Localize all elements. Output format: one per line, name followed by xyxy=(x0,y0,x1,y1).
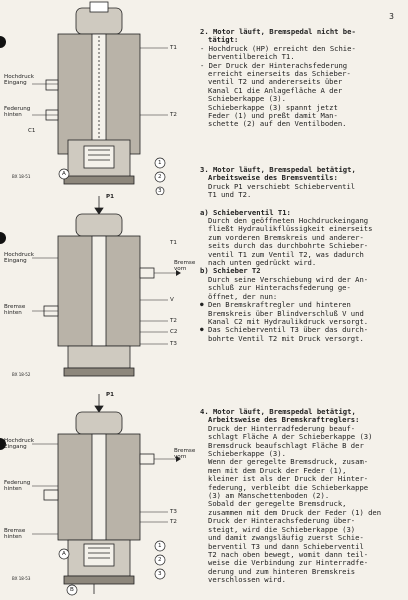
section-2-line: - Hochdruck (HP) erreicht den Schie- xyxy=(200,43,356,53)
section-4-line: Druck der Hinterradfederung beauf- xyxy=(208,423,356,433)
bullet-line: bohrte Ventil T2 mit Druck versorgt. xyxy=(208,333,364,343)
label-bremse-vorn: Bremse vorn xyxy=(174,448,196,460)
section-3a-line: seits durch das durchbohrte Schieber- xyxy=(208,241,369,251)
section-4-line: derung und zum hinteren Bremskreis xyxy=(208,566,356,576)
section-4-heading: 4. Motor läuft, Bremspedal betätigt, xyxy=(200,407,356,416)
page-number: 3 xyxy=(389,12,394,21)
section-3a-line: Durch den geöffneten Hochdruckeingang xyxy=(208,216,369,226)
label-v: V xyxy=(170,297,174,303)
label-1: 1 xyxy=(158,543,162,549)
section-4-line: (3) am Manschettenboden (2). xyxy=(208,491,330,501)
label-b: B xyxy=(70,587,74,593)
label-2: 2 xyxy=(158,174,162,180)
label-3: 3 xyxy=(158,571,162,577)
label-a: A xyxy=(62,551,66,557)
section-2-line: ventil T2 und andererseits über xyxy=(208,77,343,87)
section-4-line: federung, verbleibt die Schieberkappe xyxy=(208,482,369,492)
section-4-line: berventil T3 und dann Schieberventil xyxy=(208,541,364,551)
bullet-item: ● Den Bremskraftregler und hinteren xyxy=(200,301,400,309)
section-2-line: Schieberkappe (3) spannt jetzt xyxy=(208,102,338,112)
section-2-heading-cont: tätigt: xyxy=(208,35,239,45)
section-4-line: men mit dem Druck der Feder (1), xyxy=(208,465,347,475)
section-2-line: Kanal C1 die Anlagefläche A der xyxy=(208,85,343,95)
figure-code: BX 18-52 xyxy=(12,372,31,377)
section-3b-heading: b) Schieber T2 xyxy=(200,266,261,276)
valve-diagram-1 xyxy=(0,0,200,195)
valve-diagram-2 xyxy=(0,196,200,391)
figure-code: BX 18-53 xyxy=(12,576,31,581)
section-3a-line: ventil T1 zum Ventil T2, was dadurch xyxy=(208,249,364,259)
label-c1: C1 xyxy=(28,128,36,134)
section-4-line: Wenn der geregelte Bremsdruck, zusam- xyxy=(208,457,369,467)
section-4-line: Schieberkappe (3). xyxy=(208,449,286,459)
section-2-heading: 2. Motor läuft, Bremspedal nicht be- xyxy=(200,27,356,36)
label-bremse-hinten: Bremse hinten xyxy=(4,528,26,540)
section-2-line: Schieberkappe (3). xyxy=(208,94,286,104)
section-4-line: und damit zwangsläufig zuerst Schie- xyxy=(208,533,364,543)
label-hochdruck-eingang: Hochdruck Eingang xyxy=(4,438,34,450)
label-t2: T2 xyxy=(170,318,177,324)
section-4-heading-cont: Arbeitsweise des Bremskraftreglers: xyxy=(208,415,360,425)
section-3 xyxy=(200,166,400,343)
section-4-line: Sobald der geregelte Bremsdruck, xyxy=(208,499,347,509)
bullet-line: Bremskreis über Blindverschluß V und xyxy=(208,308,364,318)
label-a: A xyxy=(62,171,66,177)
section-2-line: schette (2) auf den Ventilboden. xyxy=(208,119,347,129)
section-2-line: berventilbereich T1. xyxy=(208,52,295,62)
label-t2: T2 xyxy=(170,519,177,525)
label-federung-hinten: Federung hinten xyxy=(4,480,31,492)
section-4-line: T2 nach oben bewegt, womit dann teil- xyxy=(208,549,369,559)
label-p1: P1 xyxy=(106,194,114,200)
valve-diagram-3 xyxy=(0,394,200,600)
section-3b-line: schluß zur Hinterachsfederung ge- xyxy=(208,283,351,293)
bullet-line: Kanal C2 mit Hydraulikdruck versorgt. xyxy=(208,316,369,326)
label-1: 1 xyxy=(158,160,162,166)
bullet-item: ● Das Schieberventil T3 über das durch- xyxy=(200,326,400,334)
label-t3: T3 xyxy=(170,341,177,347)
section-3-heading: 3. Motor läuft, Bremspedal betätigt, xyxy=(200,165,356,174)
section-3-intro: T1 und T2. xyxy=(208,190,252,200)
label-hochdruck-eingang: Hochdruck Eingang xyxy=(4,252,34,264)
section-2 xyxy=(200,28,400,129)
section-3b-line: öffnet, der nun: xyxy=(208,291,278,301)
section-4-line: schlagt Fläche A der Schieberkappe (3) xyxy=(208,432,373,442)
section-2-line: erreicht einerseits das Schieber- xyxy=(208,69,351,79)
label-p1: P1 xyxy=(106,392,114,398)
section-4-line: steigt, wird die Schieberkappe (3) xyxy=(208,524,356,534)
label-federung-hinten: Federung hinten xyxy=(4,106,31,118)
section-4-line: zusammen mit dem Druck der Feder (1) den xyxy=(208,507,382,517)
label-t1: T1 xyxy=(170,240,177,246)
figure-code: BX 18-51 xyxy=(12,174,31,179)
label-2: 2 xyxy=(158,557,162,563)
label-c2: C2 xyxy=(170,329,178,335)
section-4-line: verschlossen wird. xyxy=(208,575,286,585)
label-bremse-vorn: Bremse vorn xyxy=(174,260,196,272)
section-3a-line: zum vorderen Bremskreis und anderer- xyxy=(208,232,364,242)
label-t2: T2 xyxy=(170,112,177,118)
section-2-line: - Der Druck der Hinterachsfederung xyxy=(200,60,348,70)
section-4 xyxy=(200,408,400,585)
section-3a-line: nach unten gedrückt wird. xyxy=(208,258,317,268)
section-3a-line: fließt Hydraulikflüssigkeit einerseits xyxy=(208,224,373,234)
section-3-intro: Druck P1 verschiebt Schieberventil xyxy=(208,181,356,191)
label-t1: T1 xyxy=(170,45,177,51)
label-bremse-hinten: Bremse hinten xyxy=(4,304,26,316)
label-3: 3 xyxy=(158,188,162,194)
label-hochdruck-eingang: Hochdruck Eingang xyxy=(4,74,34,86)
section-2-line: Feder (1) und preßt damit Man- xyxy=(208,111,338,121)
section-4-line: Druck der Hinterachsfederung über- xyxy=(208,516,356,526)
section-4-line: weise die Verbindung zur Hinterradfe- xyxy=(208,558,369,568)
section-4-line: kleiner ist als der Druck der Hinter- xyxy=(208,474,369,484)
section-3a-heading: a) Schieberventil T1: xyxy=(200,207,291,217)
section-4-line: Bremsdruck beaufschlagt Fläche B der xyxy=(208,440,364,450)
label-t3: T3 xyxy=(170,509,177,515)
section-3b-line: Durch seine Verschiebung wird der An- xyxy=(208,274,369,284)
section-3-heading-cont: Arbeitsweise des Bremsventils: xyxy=(208,173,338,183)
